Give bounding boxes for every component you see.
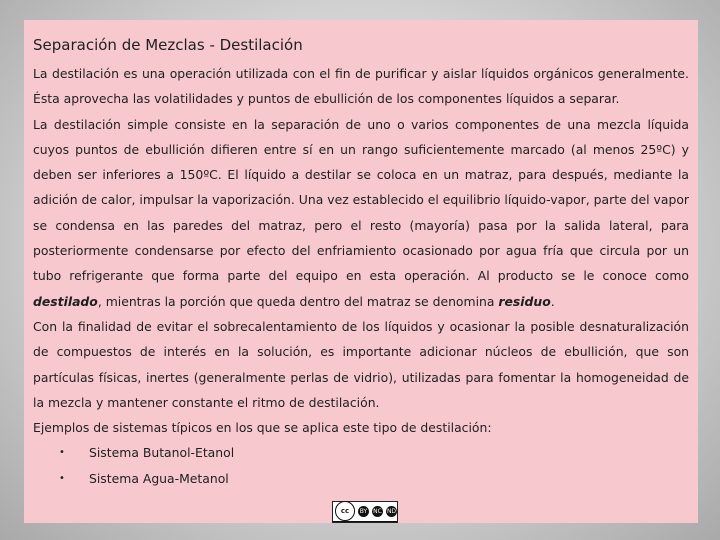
paragraph-boiling-nuclei: Con la finalidad de evitar el sobrecalentamiento de los líquidos y ocasionar la posible desnaturalización de compuestos de interés en la solución, es importante adicionar núcleos de ebullición, que son partículas físicas, inertes (generalmente perlas de vidrio), utilizadas para fomentar la homogeneidad de la mezcla y mantener constante el ritmo de destilación.	[33, 318, 689, 410]
paragraph-text: La destilación simple consiste en la separación de uno o varios componentes de una mezcla líquida cuyos puntos de ebullición difieren entre sí en un rango suficientemente marcado (al menos 25ºC) y deben ser inferiores a 150ºC. El líquido a destilar se coloca en un matraz, para después, mediante la adición de calor, impulsar la vaporización. Una vez establecido el equilibrio líquido-vapor, parte del vapor se condensa en las paredes del matraz, pero el resto (mayoría) pasa por la salida lateral, para posteriormente condensarse por efecto del enfriamiento ocasionado por agua fría que circula por un tubo refrigerante que forma parte del equipo en esta operación. Al producto se le conoce como	[33, 116, 689, 284]
list-item	[33, 440, 689, 465]
license-strip	[333, 521, 397, 522]
examples-list	[33, 440, 689, 491]
term-residuo: residuo	[498, 293, 551, 309]
cc-icon: cc	[335, 501, 355, 521]
list-item-label: Sistema Agua-Metanol	[89, 470, 229, 486]
by-icon: BY	[359, 508, 368, 515]
paragraph-intro: La destilación es una operación utilizada con el fin de purificar y aislar líquidos orgánicos generalmente. Ésta aprovecha las volatilidades y puntos de ebullición de los componentes líquidos a separar.	[33, 66, 689, 107]
paragraph-text: , mientras la porción que queda dentro del matraz se denomina	[97, 293, 499, 309]
creative-commons-license-badge[interactable]	[332, 501, 398, 523]
paragraph-examples-intro: Ejemplos de sistemas típicos en los que se aplica este tipo de destilación:	[33, 420, 492, 436]
bullet-icon: •	[59, 472, 65, 484]
list-item-label: Sistema Butanol-Etanol	[89, 445, 235, 461]
content-panel	[24, 20, 698, 523]
paragraph-simple-distillation	[33, 112, 689, 314]
nc-icon: NC	[373, 508, 382, 515]
page-title: Separación de Mezclas - Destilación	[33, 36, 303, 54]
list-item	[33, 466, 689, 491]
paragraph-text: .	[550, 293, 555, 309]
nd-icon: ND	[386, 508, 397, 515]
license-icons	[333, 502, 397, 521]
term-destilado: destilado	[33, 293, 98, 309]
bullet-icon: •	[59, 447, 65, 459]
